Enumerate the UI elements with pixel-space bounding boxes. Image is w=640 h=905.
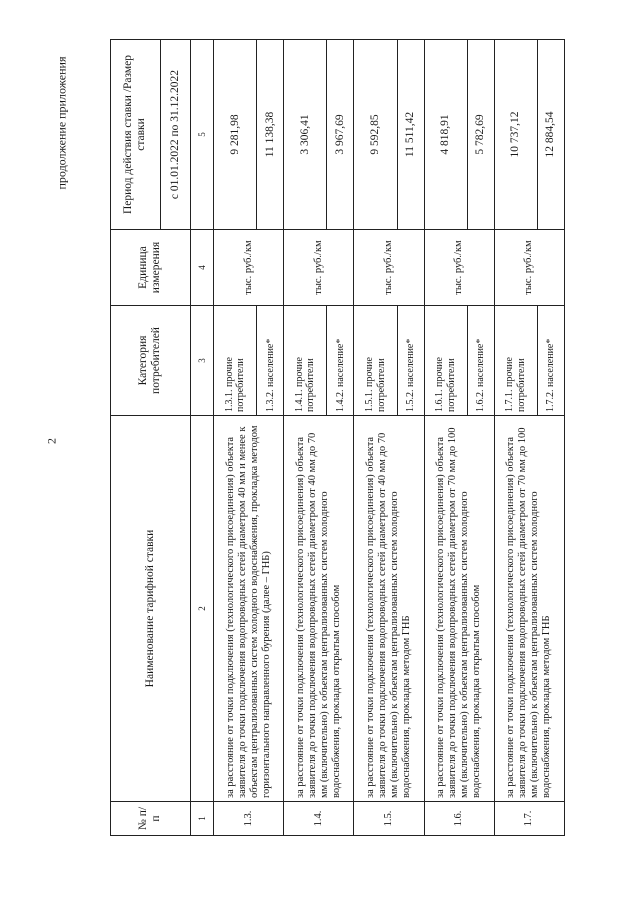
rate-value: 3 306,41	[284, 40, 327, 230]
rate-name: за расстояние от точки подключения (технологического присоединения) объекта заявителя до точки подключения водопроводных сетей диаметром от 70 мм до 100 мм (включительно) к объектам централизованных систем холодного водоснабжения, прокладка открытым способом	[424, 416, 494, 802]
consumer-category: 1.6.2. население*	[467, 306, 494, 416]
rate-value: 9 281,98	[214, 40, 257, 230]
header-period: с 01.01.2022 по 31.12.2022	[160, 40, 190, 230]
consumer-category: 1.4.2. население*	[327, 306, 354, 416]
rate-name: за расстояние от точки подключения (технологического присоединения) объекта заявителя до точки подключения водопроводных сетей диаметром 40 мм и менее к объектам централизованных систем холодного водоснабжения, прокладка методом горизонтального направленного бурения (далее – ГНБ)	[214, 416, 284, 802]
unit-of-measure: тыс. руб./км	[424, 230, 494, 306]
header-period-title: Период действия ставки /Размер ставки	[111, 40, 161, 230]
column-number: 1	[190, 802, 213, 836]
header-name: Наименование тарифной ставки	[111, 416, 191, 802]
rate-value: 3 967,69	[327, 40, 354, 230]
table-row	[284, 40, 327, 836]
row-number: 1.7.	[494, 802, 564, 836]
consumer-category: 1.7.1. прочие потребители	[494, 306, 537, 416]
unit-of-measure: тыс. руб./км	[214, 230, 284, 306]
consumer-category: 1.7.2. население*	[537, 306, 564, 416]
table-row	[424, 40, 467, 836]
table-row	[354, 40, 397, 836]
rate-value: 9 592,85	[354, 40, 397, 230]
unit-of-measure: тыс. руб./км	[284, 230, 354, 306]
consumer-category: 1.3.1. прочие потребители	[214, 306, 257, 416]
row-number: 1.4.	[284, 802, 354, 836]
rate-name: за расстояние от точки подключения (технологического присоединения) объекта заявителя до точки подключения водопроводных сетей диаметром от 40 мм до 70 мм (включительно) к объектам централизованных систем холодного водоснабжения, прокладка методом ГНБ	[354, 416, 424, 802]
page-number: 2	[44, 438, 59, 444]
tariff-table	[110, 39, 565, 836]
rate-value: 11 511,42	[397, 40, 424, 230]
rotated-table-container	[110, 40, 565, 836]
consumer-category: 1.4.1. прочие потребители	[284, 306, 327, 416]
rate-value: 11 138,38	[257, 40, 284, 230]
consumer-category: 1.5.1. прочие потребители	[354, 306, 397, 416]
unit-of-measure: тыс. руб./км	[494, 230, 564, 306]
row-number: 1.6.	[424, 802, 494, 836]
rate-value: 12 884,54	[537, 40, 564, 230]
rate-value: 4 818,91	[424, 40, 467, 230]
table-row	[494, 40, 537, 836]
row-number: 1.5.	[354, 802, 424, 836]
header-category: Категория потребителей	[111, 306, 191, 416]
row-number: 1.3.	[214, 802, 284, 836]
column-number: 5	[190, 40, 213, 230]
unit-of-measure: тыс. руб./км	[354, 230, 424, 306]
rate-value: 10 737,12	[494, 40, 537, 230]
header-unit: Единица измерения	[111, 230, 191, 306]
header-num: № п/п	[111, 802, 191, 836]
consumer-category: 1.5.2. население*	[397, 306, 424, 416]
column-number: 2	[190, 416, 213, 802]
rate-value: 5 782,69	[467, 40, 494, 230]
table-row	[214, 40, 257, 836]
column-number: 4	[190, 230, 213, 306]
rate-name: за расстояние от точки подключения (технологического присоединения) объекта заявителя до точки подключения водопроводных сетей диаметром от 40 мм до 70 мм (включительно) к объектам централизованных систем холодного водоснабжения, прокладка открытым способом	[284, 416, 354, 802]
consumer-category: 1.6.1. прочие потребители	[424, 306, 467, 416]
consumer-category: 1.3.2. население*	[257, 306, 284, 416]
rate-name: за расстояние от точки подключения (технологического присоединения) объекта заявителя до точки подключения водопроводных сетей диаметром от 70 мм до 100 мм (включительно) к объектам централизованных систем холодного водоснабжения, прокладка методом ГНБ	[494, 416, 564, 802]
column-number: 3	[190, 306, 213, 416]
continuation-label: продолжение приложения	[54, 56, 69, 190]
